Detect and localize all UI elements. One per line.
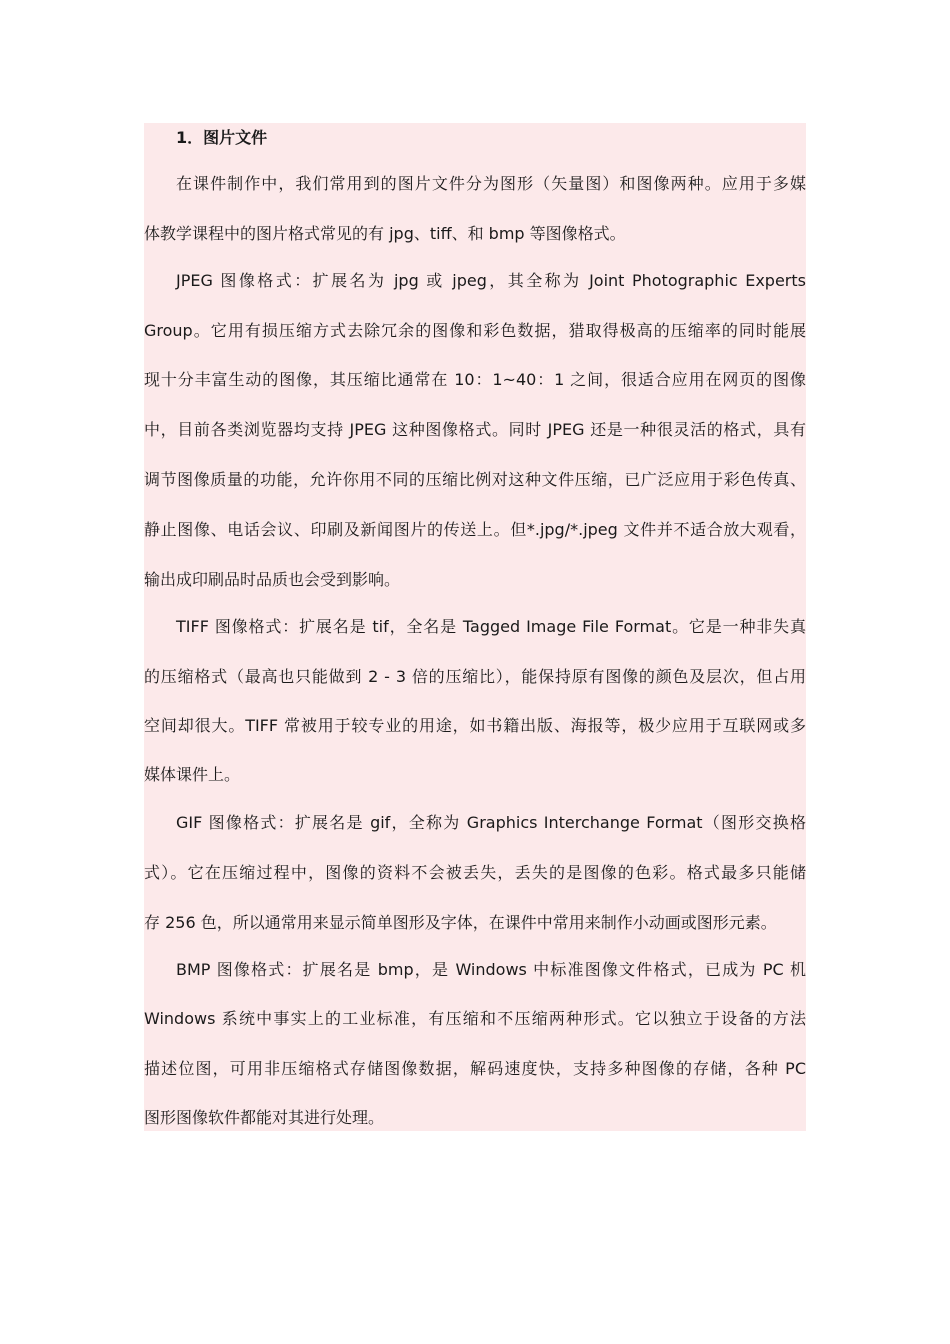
text-line: JPEG 图像格式：扩展名为 jpg 或 jpeg，其全称为 Joint Photographic Experts xyxy=(176,271,806,290)
section-heading: 1．图片文件 xyxy=(176,128,268,147)
text-line: TIFF 图像格式：扩展名是 tif，全名是 Tagged Image File Format。它是一种非失真 xyxy=(176,617,806,636)
text-line: 现十分丰富生动的图像，其压缩比通常在 10：1~40：1 之间，很适合应用在网页的图像 xyxy=(144,370,806,389)
text-line: 空间却很大。TIFF 常被用于较专业的用途，如书籍出版、海报等，极少应用于互联网或多 xyxy=(144,716,806,735)
text-line: 式）。它在压缩过程中，图像的资料不会被丢失，丢失的是图像的色彩。格式最多只能储 xyxy=(144,863,806,882)
text-line: 描述位图，可用非压缩格式存储图像数据，解码速度快，支持多种图像的存储，各种 PC xyxy=(144,1059,806,1078)
text-line: Windows 系统中事实上的工业标准，有压缩和不压缩两种形式。它以独立于设备的方法 xyxy=(144,1009,806,1028)
text-line: 输出成印刷品时品质也会受到影响。 xyxy=(144,570,401,589)
text-line: 调节图像质量的功能，允许你用不同的压缩比例对这种文件压缩，已广泛应用于彩色传真、 xyxy=(144,470,806,489)
text-line: 静止图像、电话会议、印刷及新闻图片的传送上。但*.jpg/*.jpeg 文件并不适合放大观看， xyxy=(144,520,806,539)
text-line: 中，目前各类浏览器均支持 JPEG 这种图像格式。同时 JPEG 还是一种很灵活的格式，具有 xyxy=(144,420,806,439)
text-line: GIF 图像格式：扩展名是 gif，全称为 Graphics Interchange Format（图形交换格 xyxy=(176,813,806,832)
text-line: 体教学课程中的图片格式常见的有 jpg、tiff、和 bmp 等图像格式。 xyxy=(144,224,626,243)
text-line: BMP 图像格式：扩展名是 bmp，是 Windows 中标准图像文件格式，已成为 PC 机 xyxy=(176,960,806,979)
text-line: 图形图像软件都能对其进行处理。 xyxy=(144,1108,385,1127)
text-line: 存 256 色，所以通常用来显示简单图形及字体，在课件中常用来制作小动画或图形元素。 xyxy=(144,913,777,932)
text-line: 的压缩格式（最高也只能做到 2 - 3 倍的压缩比），能保持原有图像的颜色及层次，但占用 xyxy=(144,667,806,686)
text-line: 媒体课件上。 xyxy=(144,765,241,784)
text-line: Group。它用有损压缩方式去除冗余的图像和彩色数据，猎取得极高的压缩率的同时能展 xyxy=(144,321,806,340)
text-line: 在课件制作中，我们常用到的图片文件分为图形（矢量图）和图像两种。应用于多媒 xyxy=(176,174,806,193)
